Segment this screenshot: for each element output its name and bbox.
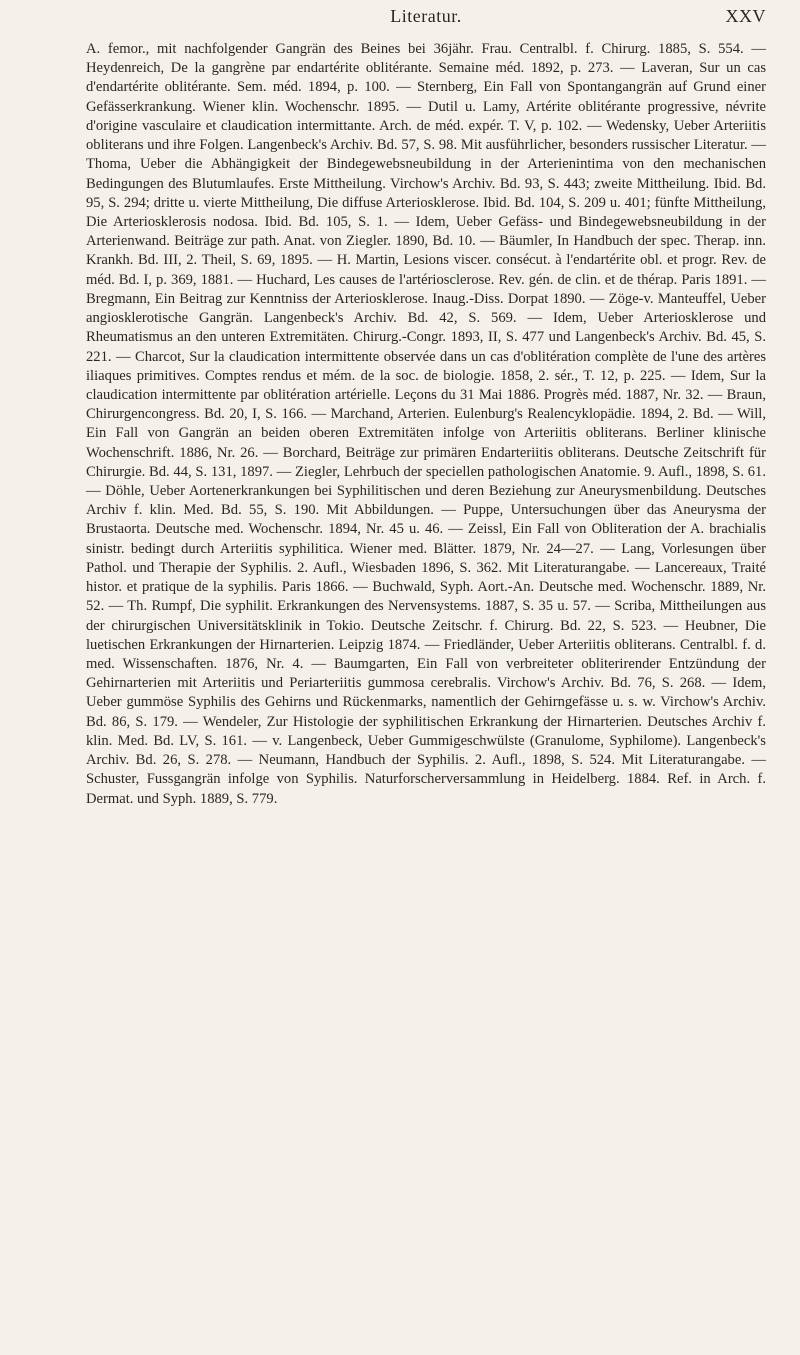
page-number: XXV: [725, 6, 766, 26]
running-header: [86, 6, 766, 40]
bibliography-paragraph: A. femor., mit nachfolgender Gangrän des Beines bei 36jähr. Frau. Centralbl. f. Chirurg. 1885, S. 554. — Heydenreich, De la gangrène par endartérite oblitérante. Semaine méd. 1892, p. 273. — Laveran, Sur un cas d'endartérite oblitérante. Sem. méd. 1894, p. 100. — Sternberg, Ein Fall von Spontangangrän auf Grund einer Gefässerkrankung. Wiener klin. Wochenschr. 1895. — Dutil u. Lamy, Artérite oblitérante progressive, névrite d'origine vasculaire et claudication intermittante. Arch. de méd. expér. T. V, p. 102. — Wedensky, Ueber Arteriitis obliterans und ihre Folgen. Langenbeck's Archiv. Bd. 57, S. 98. Mit ausführlicher, besonders russischer Literatur. — Thoma, Ueber die Abhängigkeit der Bindegewebsneubildung in der Arterienintima von den mechanischen Bedingungen des Blutumlaufes. Erste Mittheilung. Virchow's Archiv. Bd. 93, S. 443; zweite Mittheilung. Ibid. Bd. 95, S. 294; dritte u. vierte Mittheilung, Die diffuse Arteriosklerose. Ibid. Bd. 104, S. 209 u. 401; fünfte Mittheilung, Die Arteriosklerosis nodosa. Ibid. Bd. 105, S. 1. — Idem, Ueber Gefäss- und Bindegewebsneubildung in der Arterienwand. Beiträge zur path. Anat. von Ziegler. 1890, Bd. 10. — Bäumler, In Handbuch der spec. Therap. inn. Krankh. Bd. III, 2. Theil, S. 69, 1895. — H. Martin, Lesions viscer. consécut. à l'endartérite obl. et progr. Rev. de méd. Bd. I, p. 369, 1881. — Huchard, Les causes de l'artériosclerose. Rev. gén. de clin. et de thérap. Paris 1891. — Bregmann, Ein Beitrag zur Kenntniss der Arteriosklerose. Inaug.-Diss. Dorpat 1890. — Zöge-v. Manteuffel, Ueber angiosklerotische Gangrän. Langenbeck's Archiv. Bd. 42, S. 569. — Idem, Ueber Arteriosklerose und Rheumatismus an den unteren Extremitäten. Chirurg.-Congr. 1893, II, S. 477 und Langenbeck's Archiv. Bd. 45, S. 221. — Charcot, Sur la claudication intermittente observée dans un cas d'oblitération complète de l'une des artères iliaques primitives. Comptes rendus et mém. de la soc. de biologie. 1858, 2. sér., T. 12, p. 225. — Idem, Sur la claudication intermittente par oblitération artérielle. Leçons du 31 Mai 1886. Progrès méd. 1887, Nr. 32. — Braun, Chirurgencongress. Bd. 20, I, S. 166. — Marchand, Arterien. Eulenburg's Realencyklopädie. 1894, 2. Bd. — Will, Ein Fall von Gangrän an beiden oberen Extremitäten infolge von Arteriitis obliterans. Berliner klinische Wochenschrift. 1886, Nr. 26. — Borchard, Beiträge zur primären Endarteriitis obliterans. Deutsche Zeitschrift für Chirurgie. Bd. 44, S. 131, 1897. — Ziegler, Lehrbuch der speciellen pathologischen Anatomie. 9. Aufl., 1898, S. 61. — Döhle, Ueber Aortenerkrankungen bei Syphilitischen und deren Beziehung zur Aneurysmenbildung. Deutsches Archiv f. klin. Med. Bd. 55, S. 190. Mit Abbildungen. — Puppe, Untersuchungen über das Aneurysma der Brustaorta. Deutsche med. Wochenschr. 1894, Nr. 45 u. 46. — Zeissl, Ein Fall von Obliteration der A. brachialis sinistr. bedingt durch Arteriitis syphilitica. Wiener med. Blätter. 1879, Nr. 24—27. — Lang, Vorlesungen über Pathol. und Therapie der Syphilis. 2. Aufl., Wiesbaden 1896, S. 362. Mit Literaturangabe. — Lancereaux, Traité histor. et pratique de la syphilis. Paris 1866. — Buchwald, Syph. Aort.-An. Deutsche med. Wochenschr. 1889, Nr. 52. — Th. Rumpf, Die syphilit. Erkrankungen des Nervensystems. 1887, S. 35 u. 57. — Scriba, Mittheilungen aus der chirurgischen Universitätsklinik in Tokio. Deutsche Zeitschr. f. Chirurg. Bd. 22, S. 523. — Heubner, Die luetischen Erkrankungen der Hirnarterien. Leipzig 1874. — Friedländer, Ueber Arteriitis obliterans. Centralbl. f. d. med. Wissenschaften. 1876, Nr. 4. — Baumgarten, Ein Fall von verbreiteter obliterirender Entzündung der Gehirnarterien mit Arteriitis und Periarteriitis gummosa cerebralis. Virchow's Archiv. Bd. 76, S. 268. — Idem, Ueber gummöse Syphilis des Gehirns und Rückenmarks, namentlich der Gehirngefässe u. s. w. Virchow's Archiv. Bd. 86, S. 179. — Wendeler, Zur Histologie der syphilitischen Erkrankung der Hirnarterien. Deutsches Archiv f. klin. Med. Bd. LV, S. 161. — v. Langenbeck, Ueber Gummigeschwülste (Granulome, Syphilome). Langenbeck's Archiv. Bd. 26, S. 278. — Neumann, Handbuch der Syphilis. 2. Aufl., 1898, S. 524. Mit Literaturangabe. — Schuster, Fussgangrän infolge von Syphilis. Naturforscherversammlung in Heidelberg. 1884. Ref. in Arch. f. Dermat. und Syph. 1889, S. 779.: [86, 41, 766, 807]
bibliography-text: [86, 40, 766, 809]
running-title: Literatur.: [390, 6, 462, 26]
